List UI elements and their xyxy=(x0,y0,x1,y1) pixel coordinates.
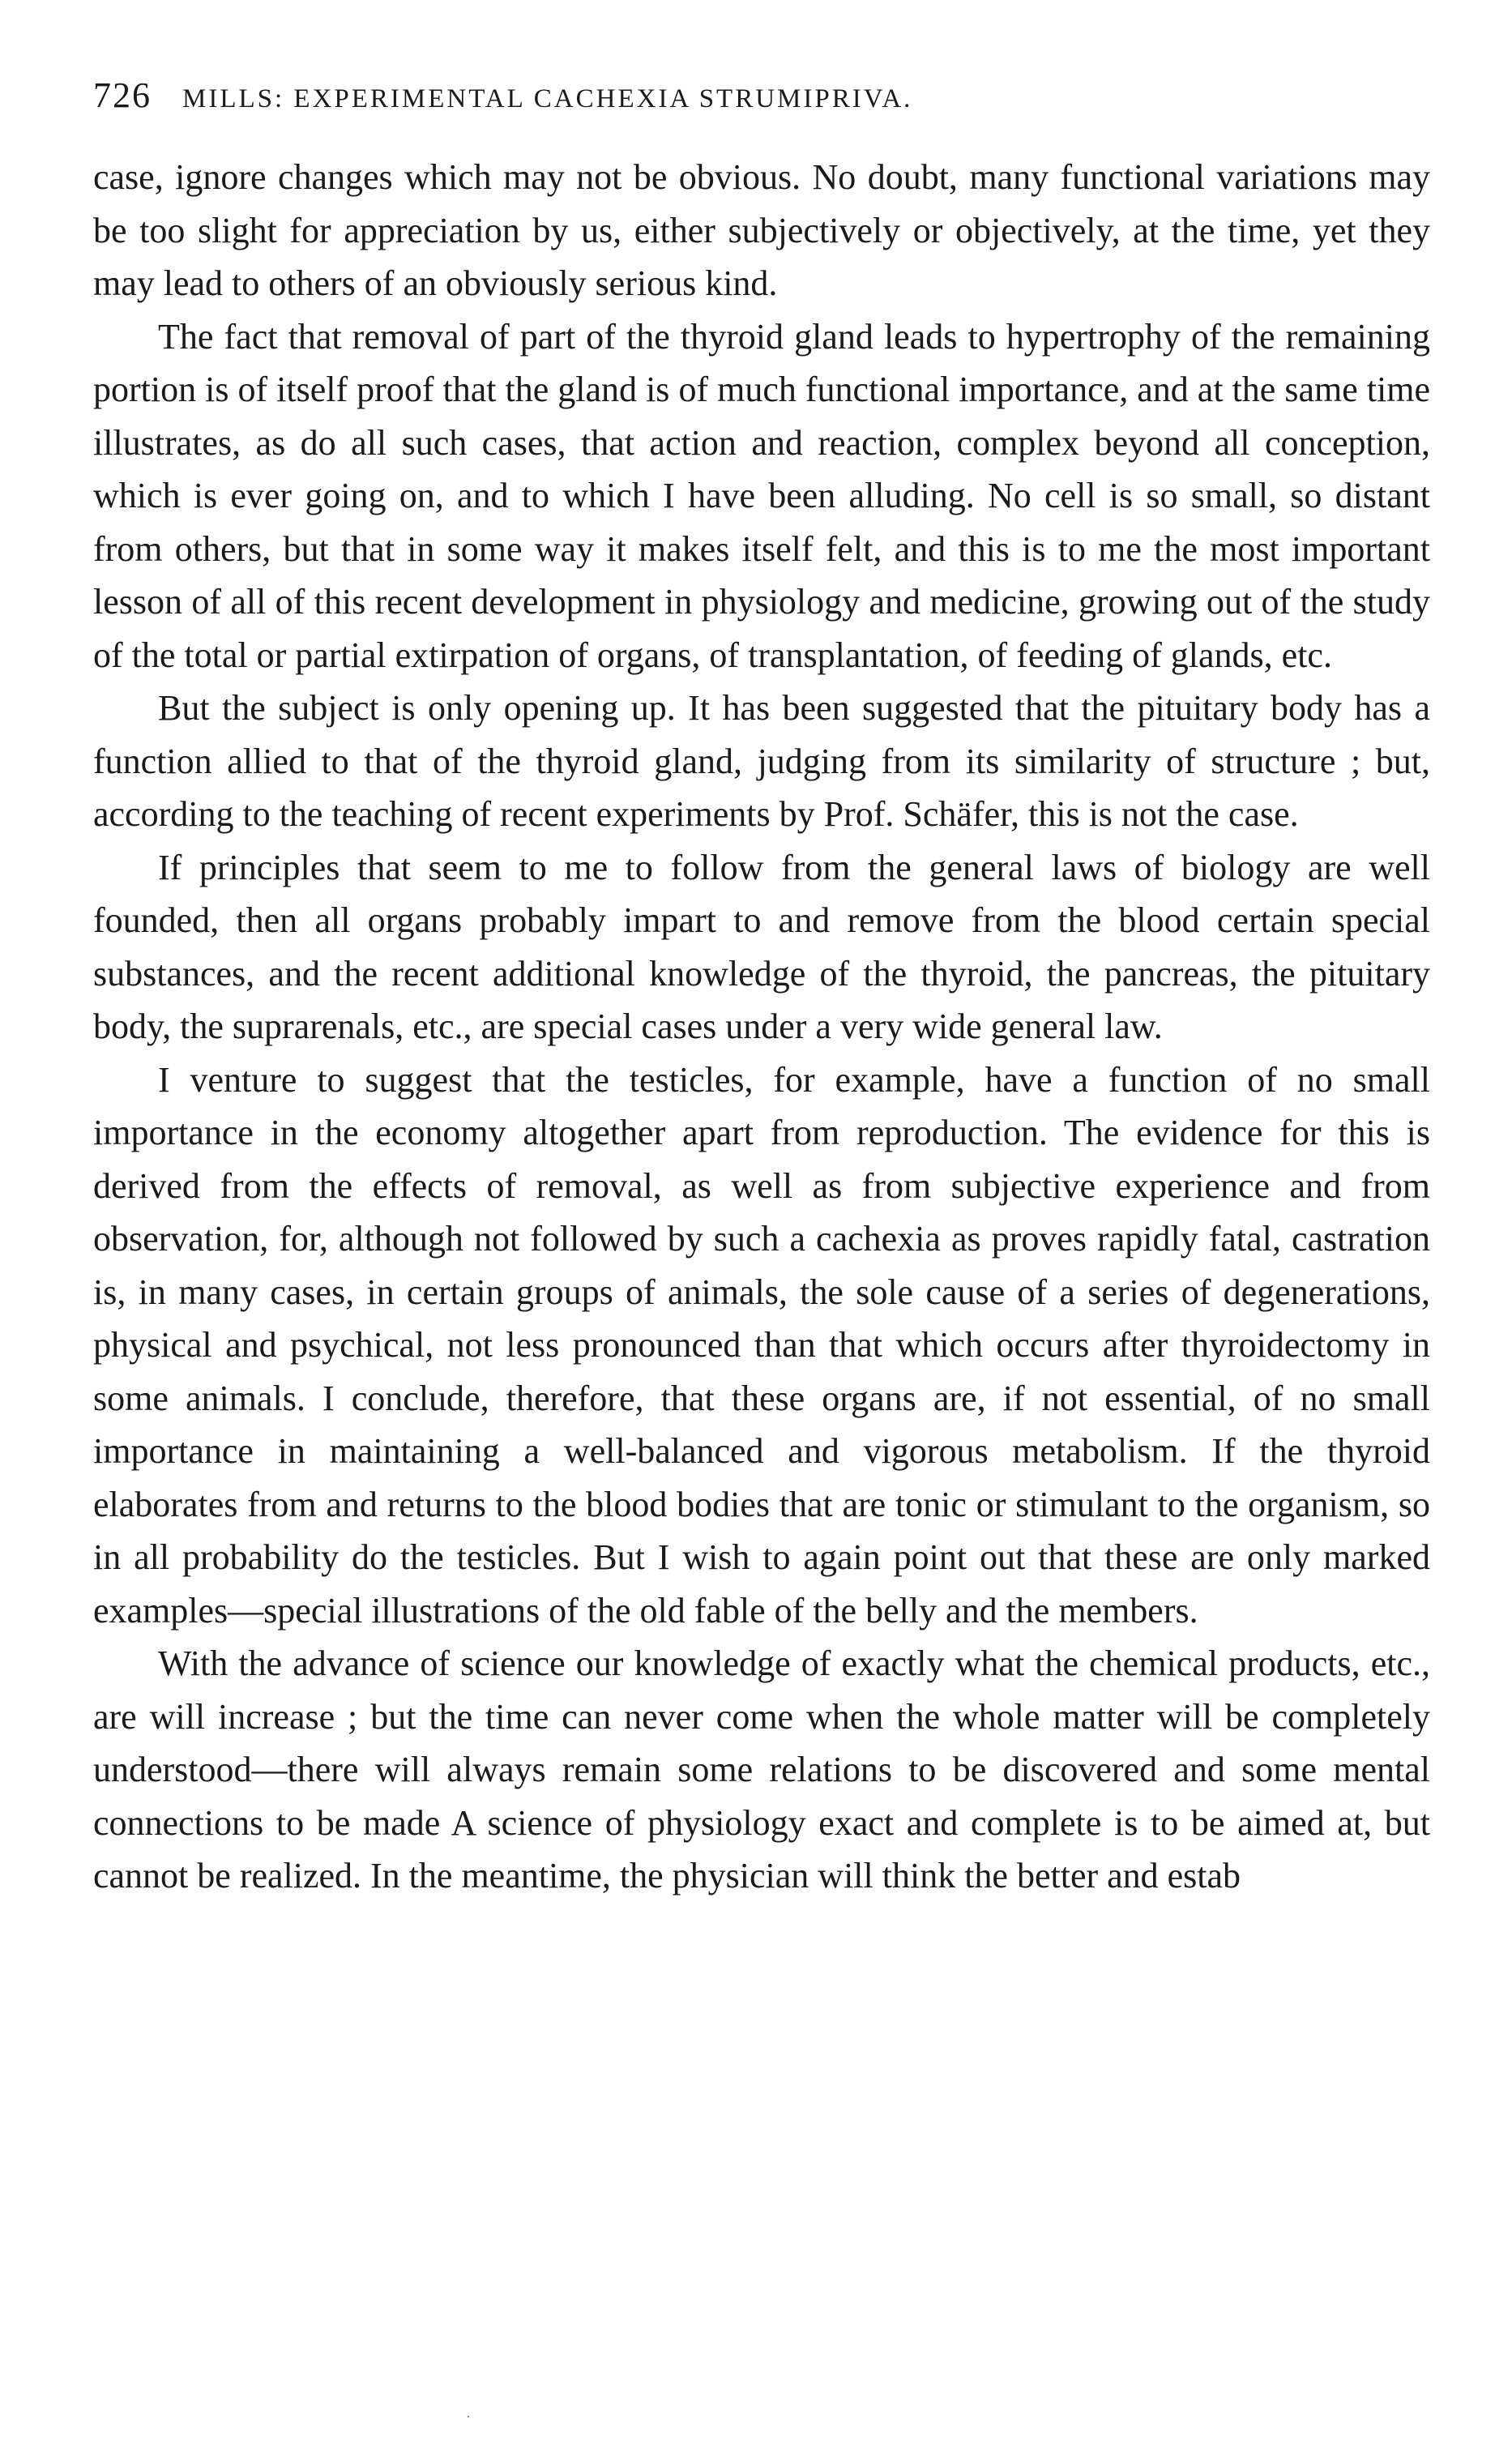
paragraph-3: But the subject is only opening up. It has been suggested that the pituitary body has a function allied to that of the thyroid gland, judging from its similarity of structure ; but, according to the teaching of recent experiments by Prof. Schäfer, this is not the case. xyxy=(93,688,1430,834)
paragraph-1: case, ignore changes which may not be obvious. No doubt, many functional variations may be too slight for appreciation by us, either subjectively or objectively, at the time, yet they may lead to others of an obviously serious kind. xyxy=(93,157,1430,303)
paragraph-4: If principles that seem to me to follow from the general laws of biology are well founded, then all organs probably impart to and remove from the blood certain special substances, and the recent additional knowledge of the thyroid, the pancreas, the pituitary body, the suprarenals, etc., are special cases under a very wide general law. xyxy=(93,847,1430,1046)
running-header xyxy=(93,75,1430,123)
scan-speck: · xyxy=(466,2408,471,2425)
document-page xyxy=(93,75,1430,1903)
body-text xyxy=(93,151,1430,1903)
paragraph-2: The fact that removal of part of the thyroid gland leads to hypertrophy of the remaining portion is of itself proof that the gland is of much functional importance, and at the same time illustrates, as do all such cases, that action and reaction, complex beyond all conception, which is ever going on, and to which I have been alluding. No cell is so small, so distant from others, but that in some way it makes itself felt, and this is to me the most important lesson of all of this recent development in physiology and medicine, growing out of the study of the total or partial extirpation of organs, of transplantation, of feeding of glands, etc. xyxy=(93,316,1430,675)
paragraph-6: With the advance of science our knowledge of exactly what the chemical products, etc., are will increase ; but the time can never come when the whole matter will be completely understood—there will always remain some relations to be discovered and some mental connections to be made A science of physiology exact and complete is to be aimed at, but cannot be realized. In the meantime, the physician will think the better and estab xyxy=(93,1643,1430,1896)
running-title: MILLS: EXPERIMENTAL CACHEXIA STRUMIPRIVA. xyxy=(182,84,913,113)
page-number: 726 xyxy=(93,75,152,115)
paragraph-5: I venture to suggest that the testicles, for example, have a function of no small importance in the economy altogether apart from reproduction. The evidence for this is derived from the effects of removal, as well as from subjective experience and from observation, for, although not followed by such a cachexia as proves rapidly fatal, castration is, in many cases, in certain groups of animals, the sole cause of a series of degenerations, physical and psychical, not less pronounced than that which occurs after thyroidectomy in some animals. I conclude, therefore, that these organs are, if not essential, of no small importance in maintaining a well-balanced and vigorous metabolism. If the thyroid elaborates from and returns to the blood bodies that are tonic or stimulant to the organism, so in all probability do the testicles. But I wish to again point out that these are only marked examples—special illustrations of the old fable of the belly and the members. xyxy=(93,1059,1430,1631)
